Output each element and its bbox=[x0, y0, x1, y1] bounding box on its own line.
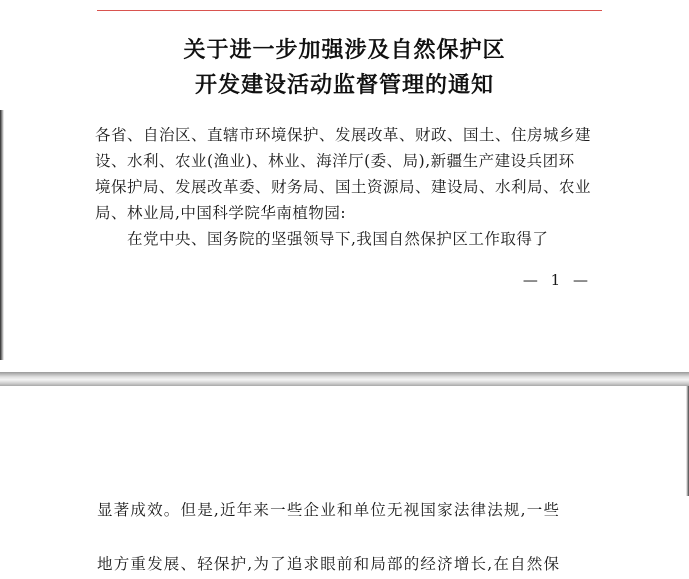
page-separator bbox=[0, 372, 689, 386]
document-page-2 bbox=[0, 386, 689, 579]
scan-shadow-left bbox=[0, 110, 4, 360]
page-number: — 1 — bbox=[522, 271, 592, 289]
addressee-line-4: 局、林业局,中国科学院华南植物园: bbox=[95, 204, 347, 222]
addressee-line-2: 设、水利、农业(渔业)、林业、海洋厅(委、局),新疆生产建设兵团环 bbox=[95, 152, 575, 170]
addressee-line-3: 境保护局、发展改革委、财务局、国土资源局、建设局、水利局、农业 bbox=[95, 178, 592, 196]
document-title-line-1: 关于进一步加强涉及自然保护区 bbox=[183, 38, 506, 63]
body-paragraph-first-line: 在党中央、国务院的坚强领导下,我国自然保护区工作取得了 bbox=[127, 230, 549, 248]
document-title-line-2: 开发建设活动监督管理的通知 bbox=[194, 73, 494, 98]
header-red-rule bbox=[97, 10, 602, 11]
page-two-line-2: 地方重发展、轻保护,为了追求眼前和局部的经济增长,在自然保 bbox=[97, 555, 561, 573]
addressee-line-1: 各省、自治区、直辖市环境保护、发展改革、财政、国土、住房城乡建 bbox=[95, 126, 592, 144]
page-two-line-1: 显著成效。但是,近年来一些企业和单位无视国家法律法规,一些 bbox=[97, 501, 561, 519]
